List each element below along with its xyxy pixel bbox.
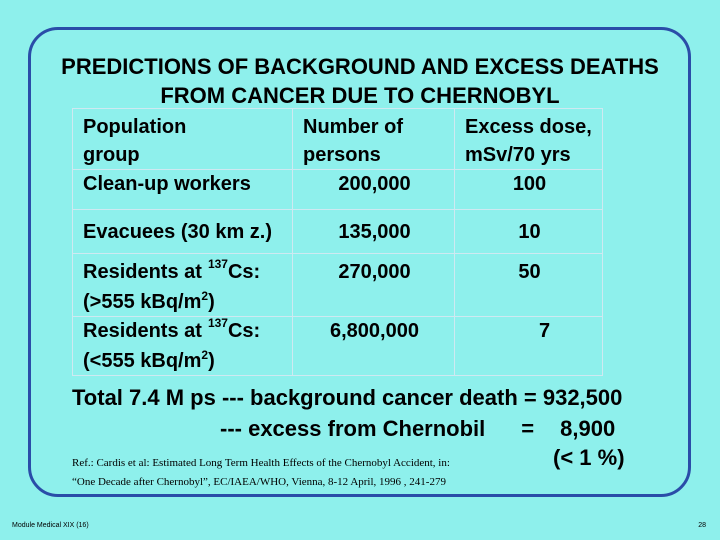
reference-line-1: Ref.: Cardis et al: Estimated Long Term Health Effects of the Chernobyl Accident, in: bbox=[72, 457, 450, 469]
footer-module-label: Module Medical XIX (16) bbox=[12, 522, 89, 529]
cell-dose: 100 bbox=[455, 170, 603, 210]
cell-persons: 6,800,000 bbox=[293, 317, 455, 376]
reference-line-2: “One Decade after Chernobyl”, EC/IAEA/WHO, Vienna, 8-12 April, 1996 , 241-279 bbox=[72, 476, 446, 488]
total-background-line: Total 7.4 M ps --- background cancer death = 932,500 bbox=[72, 385, 623, 410]
excess-equals: = bbox=[521, 416, 535, 441]
table-row bbox=[73, 317, 603, 376]
cell-group: Clean-up workers bbox=[73, 170, 293, 210]
slide-title bbox=[40, 52, 680, 110]
deaths-table bbox=[72, 108, 603, 376]
cell-group: Residents at $^{137}$Cs: (>555 kBq/$m^2$) bbox=[73, 254, 293, 317]
cell-group: Residents at $^{137}$Cs: (<555 kBq/$m^2$) bbox=[73, 317, 293, 376]
cell-persons: 135,000 bbox=[293, 210, 455, 254]
cell-dose: 7 bbox=[455, 317, 603, 376]
cell-dose: 50 bbox=[455, 254, 603, 317]
cell-dose: 10 bbox=[455, 210, 603, 254]
reference-note bbox=[72, 454, 562, 492]
table-row bbox=[73, 210, 603, 254]
excess-value: 8,900 bbox=[560, 416, 616, 441]
title-line-2: FROM CANCER DUE TO CHERNOBYL bbox=[160, 83, 560, 108]
total-excess-line bbox=[220, 416, 615, 442]
header-excess-dose: Excess dose, mSv/70 yrs bbox=[455, 109, 603, 170]
excess-percent: (< 1 %) bbox=[553, 445, 625, 470]
table-row bbox=[73, 170, 603, 210]
cell-persons: 270,000 bbox=[293, 254, 455, 317]
table-row bbox=[73, 254, 603, 317]
header-number-of-persons: Number of persons bbox=[293, 109, 455, 170]
excess-label: --- excess from Chernobil bbox=[220, 416, 486, 441]
cell-persons: 200,000 bbox=[293, 170, 455, 210]
cell-group: Evacuees (30 km z.) bbox=[73, 210, 293, 254]
table-header-row bbox=[73, 109, 603, 170]
title-line-1: PREDICTIONS OF BACKGROUND AND EXCESS DEATHS bbox=[61, 54, 659, 79]
page-number: 28 bbox=[698, 522, 706, 529]
header-population-group: Population group bbox=[73, 109, 293, 170]
